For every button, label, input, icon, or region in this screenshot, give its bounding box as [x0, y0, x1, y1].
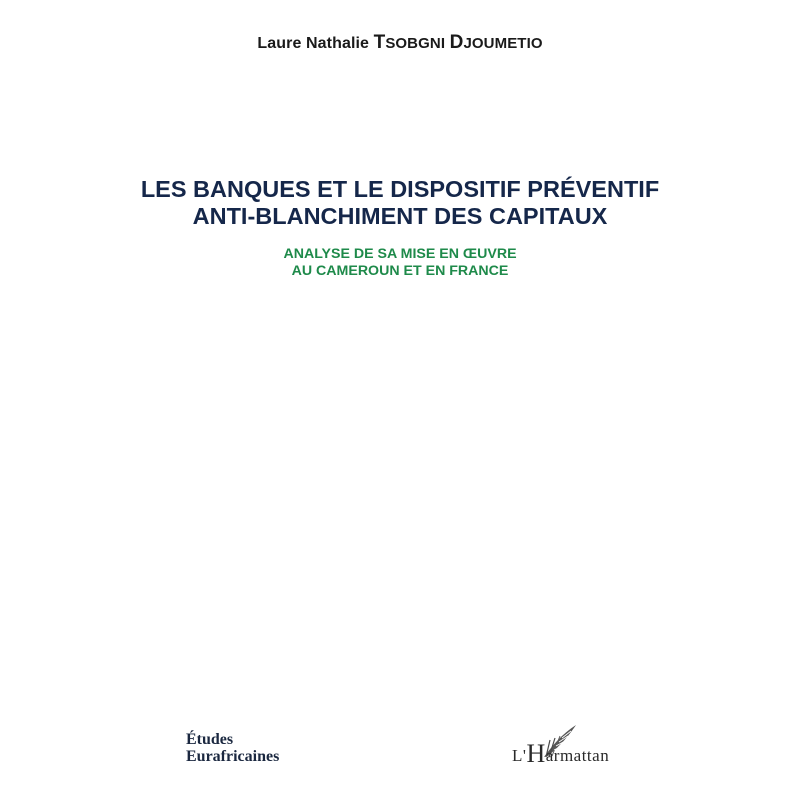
author-first-names: Laure Nathalie	[257, 35, 370, 52]
author-surname-2-rest: JOUMETIO	[463, 35, 543, 52]
author-surname-2-initial: D	[449, 32, 464, 53]
series-line-2: Eurafricaines	[186, 748, 280, 765]
author-surname-1-rest: SOBGNI	[385, 35, 446, 52]
book-title	[0, 176, 800, 230]
title-line-1: LES BANQUES ET LE DISPOSITIF PRÉVENTIF	[140, 176, 660, 202]
publisher-rest: armattan	[545, 746, 610, 765]
publisher-logo	[512, 724, 622, 770]
subtitle-line-1: ANALYSE DE SA MISE EN ŒUVRE	[283, 246, 517, 262]
author-surname-1-initial: T	[373, 32, 386, 53]
publisher-prefix: L'	[512, 746, 527, 765]
publisher-initial: H	[526, 739, 546, 768]
series-name	[186, 731, 279, 765]
author-name	[0, 32, 800, 55]
series-line-1: Études	[186, 731, 234, 748]
book-subtitle	[0, 246, 800, 279]
publisher-name	[512, 739, 610, 768]
subtitle-line-2: AU CAMEROUN ET EN FRANCE	[291, 262, 509, 279]
title-line-2: ANTI-BLANCHIMENT DES CAPITAUX	[192, 203, 608, 229]
